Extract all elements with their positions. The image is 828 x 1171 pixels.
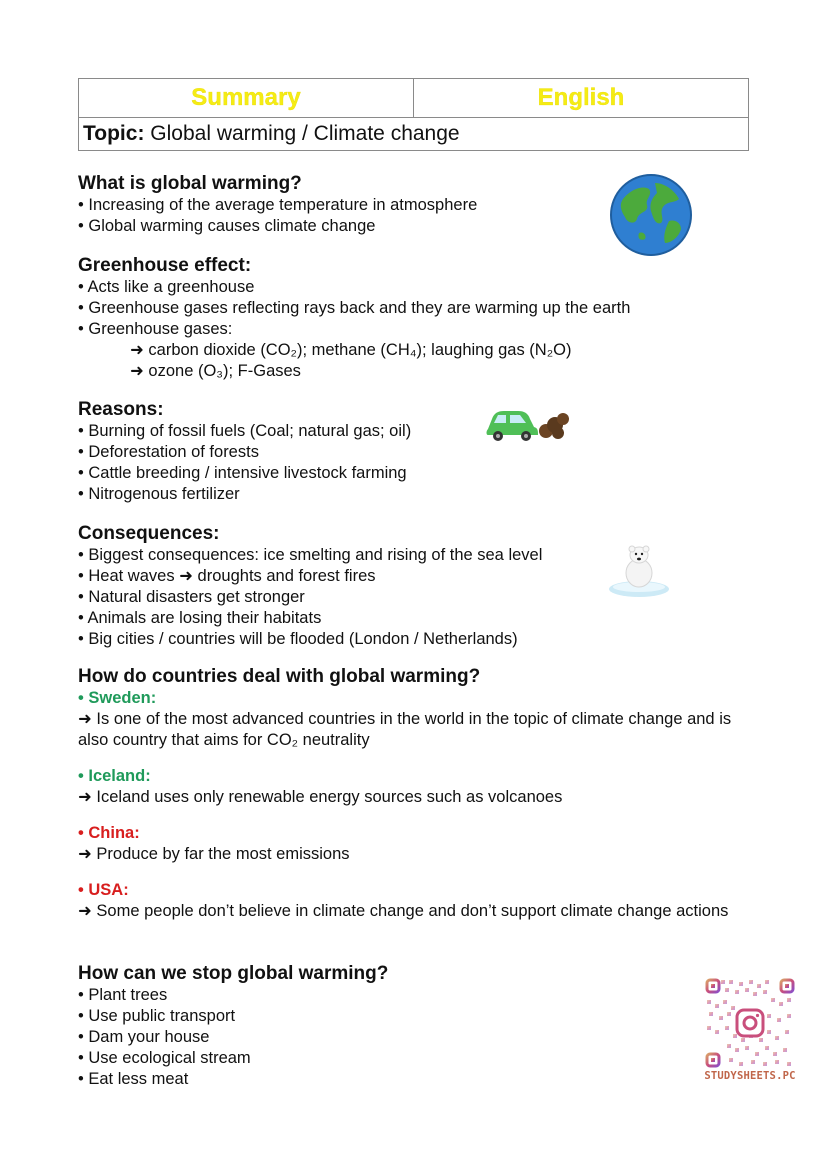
car-icon xyxy=(484,407,540,443)
country-text: ➜ Produce by far the most emissions xyxy=(78,845,350,863)
topic-row xyxy=(79,118,749,151)
list-item: • Greenhouse gases: xyxy=(78,320,233,338)
list-item: • Nitrogenous fertilizer xyxy=(78,485,240,503)
country-iceland: • Iceland: xyxy=(78,767,151,785)
country-sweden: • Sweden: xyxy=(78,689,157,707)
topic-label: Topic: xyxy=(83,122,145,145)
header-table xyxy=(78,78,749,151)
exhaust-smoke-icon xyxy=(538,411,570,441)
qr-code-icon xyxy=(705,978,795,1068)
country-text: ➜ Is one of the most advanced countries in the world in the topic of climate change and is also country that aims for CO₂ neutrality xyxy=(78,710,732,749)
sub-list-item: ➜ carbon dioxide (CO₂); methane (CH₄); laughing gas (N₂O) xyxy=(130,341,572,359)
list-item: • Animals are losing their habitats xyxy=(78,609,322,627)
list-item: • Global warming causes climate change xyxy=(78,217,376,235)
section-title: How can we stop global warming? xyxy=(78,963,389,984)
watermark-brand: STUDYSHEETS.PC xyxy=(704,1070,796,1082)
section-title: Consequences: xyxy=(78,523,220,544)
instagram-icon xyxy=(737,1010,763,1036)
country-text: ➜ Some people don’t believe in climate change and don’t support climate change actions xyxy=(78,902,729,920)
list-item: • Cattle breeding / intensive livestock farming xyxy=(78,464,407,482)
list-item: • Big cities / countries will be flooded (London / Netherlands) xyxy=(78,630,518,648)
list-item: • Acts like a greenhouse xyxy=(78,278,255,296)
list-item: • Use ecological stream xyxy=(78,1049,251,1067)
list-item: • Use public transport xyxy=(78,1007,236,1025)
sub-list-item: ➜ ozone (O₃); F-Gases xyxy=(130,362,301,380)
list-item: • Biggest consequences: ice smelting and rising of the sea level xyxy=(78,546,543,564)
section-greenhouse xyxy=(78,254,768,382)
country-usa: • USA: xyxy=(78,881,129,899)
subject-heading: English xyxy=(414,79,749,118)
summary-heading: Summary xyxy=(79,79,414,118)
list-item: • Greenhouse gases reflecting rays back and they are warming up the earth xyxy=(78,299,631,317)
list-item: • Burning of fossil fuels (Coal; natural gas; oil) xyxy=(78,422,412,440)
section-stop xyxy=(78,962,768,1090)
list-item: • Heat waves ➜ droughts and forest fires xyxy=(78,567,376,585)
topic-value: Global warming / Climate change xyxy=(150,122,460,145)
list-item: • Eat less meat xyxy=(78,1070,189,1088)
section-reasons xyxy=(78,398,768,505)
polar-bear-icon xyxy=(607,539,671,599)
section-title: Greenhouse effect: xyxy=(78,255,252,276)
country-text: ➜ Iceland uses only renewable energy sources such as volcanoes xyxy=(78,788,563,806)
list-item: • Plant trees xyxy=(78,986,168,1004)
country-china: • China: xyxy=(78,824,140,842)
section-title: What is global warming? xyxy=(78,173,302,194)
list-item: • Natural disasters get stronger xyxy=(78,588,305,606)
section-countries xyxy=(78,665,758,922)
earth-globe-icon xyxy=(609,173,693,257)
section-title: How do countries deal with global warming? xyxy=(78,666,481,687)
list-item: • Dam your house xyxy=(78,1028,210,1046)
list-item: • Deforestation of forests xyxy=(78,443,259,461)
section-title: Reasons: xyxy=(78,399,164,420)
list-item: • Increasing of the average temperature in atmosphere xyxy=(78,196,478,214)
